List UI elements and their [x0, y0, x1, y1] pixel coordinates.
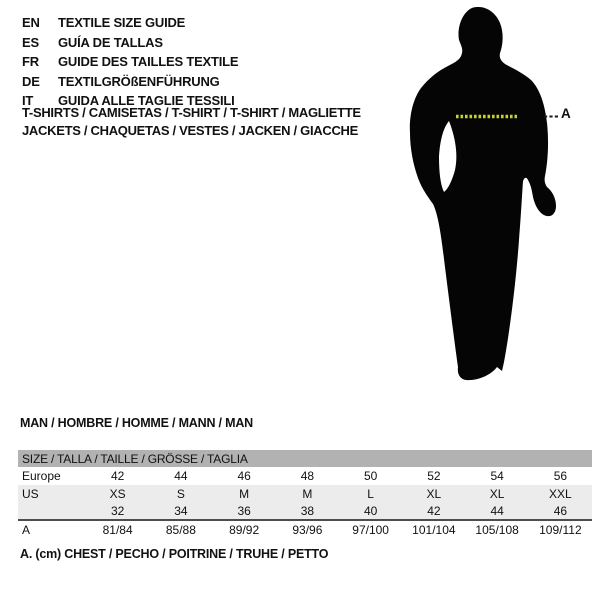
table-cell: 81/84: [102, 523, 133, 537]
language-code: FR: [22, 54, 39, 70]
table-cell: 42: [427, 503, 441, 518]
language-label: GUÍA DE TALLAS: [58, 34, 163, 50]
table-cell: 52: [427, 469, 441, 483]
table-cell: 38: [300, 503, 315, 518]
measure-a-label: A: [561, 106, 571, 121]
table-cell: 50: [363, 469, 378, 483]
table-cell: 48: [300, 469, 315, 483]
measure-footnote: A. (cm) CHEST / PECHO / POITRINE / TRUHE / PETTO: [20, 547, 329, 561]
table-cell: 34: [174, 503, 188, 518]
table-cell: 109/112: [539, 523, 582, 537]
table-cell: 97/100: [352, 523, 389, 537]
table-row-chest-a: [18, 519, 592, 539]
table-cell: 93/96: [292, 523, 323, 537]
table-cell: 89/92: [229, 523, 260, 537]
section-title-man: MAN / HOMBRE / HOMME / MANN / MAN: [20, 416, 253, 430]
table-cell: 54: [490, 469, 504, 483]
row-label: A: [22, 523, 31, 537]
language-code: EN: [22, 15, 40, 31]
language-code: DE: [22, 73, 40, 89]
table-cell: L: [367, 486, 374, 501]
table-cell: 101/104: [412, 523, 456, 537]
table-cell: S: [176, 486, 185, 501]
language-label: GUIDE DES TAILLES TEXTILE: [58, 54, 239, 70]
table-cell: XL: [489, 486, 505, 501]
language-code: ES: [22, 34, 39, 50]
table-cell: 85/88: [165, 523, 196, 537]
table-cell: 42: [110, 469, 125, 483]
language-label: TEXTILGRÖßENFÜHRUNG: [58, 73, 220, 89]
row-label: US: [22, 486, 39, 501]
table-cell: M: [239, 486, 250, 501]
table-cell: 32: [110, 503, 125, 518]
table-cell: XL: [426, 486, 442, 501]
table-cell: 56: [553, 469, 568, 483]
table-cell: 105/108: [475, 523, 519, 537]
table-cell: 44: [490, 503, 504, 518]
table-cell: 40: [363, 503, 378, 518]
language-label: TEXTILE SIZE GUIDE: [58, 15, 186, 31]
table-cell: 46: [237, 469, 251, 483]
row-label: Europe: [22, 469, 61, 483]
language-label: GUIDA ALLE TAGLIE TESSILI: [58, 93, 235, 109]
table-cell: M: [302, 486, 313, 501]
size-table-header: SIZE / TALLA / TAILLE / GRÖSSE / TAGLIA: [18, 450, 592, 467]
language-code: IT: [22, 93, 34, 109]
table-cell: 36: [237, 503, 251, 518]
table-row-numeric: [18, 502, 592, 519]
table-cell: XXL: [549, 486, 572, 501]
category-jackets: JACKETS / CHAQUETAS / VESTES / JACKEN / GIACCHE: [22, 123, 358, 138]
table-cell: 44: [174, 469, 188, 483]
table-cell: 46: [553, 503, 568, 518]
table-cell: XS: [109, 486, 126, 501]
table-row-europe: [18, 467, 592, 485]
category-tshirts: T-SHIRTS / CAMISETAS / T-SHIRT / T-SHIRT / MAGLIETTE: [22, 105, 361, 120]
table-row-us: [18, 485, 592, 502]
silhouette-body: [410, 7, 556, 380]
size-table: [18, 450, 592, 539]
